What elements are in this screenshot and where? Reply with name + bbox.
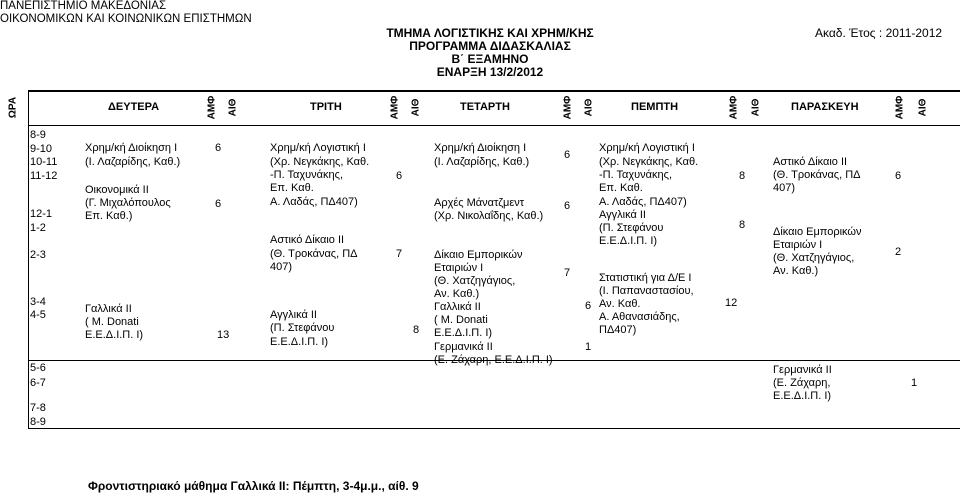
course-instructor: (Χρ. Νεγκάκης, Καθ. — [270, 156, 370, 168]
header-wed-aith: ΑΙΘ — [583, 98, 595, 117]
course-name: Χρημ/κή Λογιστική Ι — [599, 142, 695, 154]
course-instructor: (Ι. Λαζαρίδης, Καθ.) — [434, 156, 530, 168]
course-instructor: (Θ. Χατζηγάγιος, — [434, 275, 516, 287]
university-name: ΠΑΝΕΠΙΣΤΗΜΙΟ ΜΑΚΕΔΟΝΙΑΣ — [0, 0, 167, 12]
course-instructor: -Π. Ταχυνάκης, — [270, 169, 344, 181]
header-thu-aith: ΑΙΘ — [750, 98, 762, 117]
faculty-name: ΟΙΚΟΝΟΜΙΚΩΝ ΚΑΙ ΚΟΙΝΩΝΙΚΩΝ ΕΠΙΣΤΗΜΩΝ — [0, 13, 252, 25]
header-hour: ΩΡΑ — [7, 96, 19, 119]
course-name: Αρχές Μάνατζμεντ — [434, 197, 525, 209]
wed-room-1: 6 — [564, 149, 571, 161]
course-name: Δίκαιο Εμπορικών — [434, 249, 523, 261]
header-tue-aith: ΑΙΘ — [410, 98, 422, 117]
hour-label: 6-7 — [30, 377, 46, 389]
header-tue-amf: ΑΜΦ — [389, 95, 401, 120]
course-name: Χρημ/κή Διοίκηση Ι — [434, 142, 527, 154]
course-instructor: (Χρ. Νικολαΐδης, Καθ.) — [434, 210, 544, 222]
course-instructor: (Θ. Χατζηγάγιος, — [773, 252, 855, 264]
course-instructor: (Ι. Λαζαρίδης, Καθ.) — [85, 156, 181, 168]
hour-label: 12-1 — [30, 208, 53, 220]
thu-room-3: 12 — [725, 297, 738, 309]
course-instructor: -Π. Ταχυνάκης, — [599, 169, 673, 181]
course-name: Εταιριών Ι — [773, 239, 823, 251]
course-instructor: Ε.Ε.Δ.Ι.Π. Ι) — [270, 336, 329, 348]
tue-room-1: 6 — [396, 170, 403, 182]
hour-label: 5-6 — [30, 362, 46, 374]
course-instructor: Ε.Ε.Δ.Ι.Π. Ι) — [85, 329, 144, 341]
course-instructor: ( Μ. Donati — [434, 314, 488, 326]
course-instructor: Α. Αθανασιάδης, — [599, 311, 680, 323]
header-mon: ΔΕΥΤΕΡΑ — [108, 101, 160, 113]
course-instructor: Εταιριών Ι — [434, 262, 484, 274]
course-instructor: (Θ. Τροκάνας, ΠΔ — [773, 169, 861, 181]
header-mon-amf: ΑΜΦ — [206, 95, 218, 120]
course-instructor: (Π. Στεφάνου — [270, 322, 335, 334]
course-instructor: (Π. Στεφάνου — [599, 222, 664, 234]
tue-room-2: 7 — [396, 248, 403, 260]
course-name: Γερμανικά ΙΙ — [773, 364, 832, 376]
mon-room-2: 6 — [215, 198, 222, 210]
course-instructor: Επ. Καθ.) — [85, 210, 133, 222]
course-name: Δίκαιο Εμπορικών — [773, 226, 862, 238]
course-name: Αγγλικά ΙΙ — [270, 309, 317, 321]
hour-label: 8-9 — [30, 129, 46, 141]
course-instructor: (Ι. Παπαναστασίου, — [599, 285, 694, 297]
course-instructor: Α. Λαδάς, ΠΔ407) — [599, 196, 687, 208]
course-instructor: ΠΔ407) — [599, 324, 637, 336]
course-name: Οικονομικά ΙΙ — [85, 184, 149, 196]
course-name: Στατιστική για Δ/Ε Ι — [599, 272, 692, 284]
course-instructor: Ε.Ε.Δ.Ι.Π. Ι) — [434, 327, 493, 339]
tue-room-3: 8 — [413, 324, 420, 336]
fri-room-3: 1 — [911, 377, 918, 389]
course-instructor: (Χρ. Νεγκάκης, Καθ. — [599, 156, 699, 168]
hour-label: 8-9 — [30, 416, 46, 428]
wed-room-5: 1 — [585, 341, 592, 353]
semester-title: Β΄ ΕΞΑΜΗΝΟ — [451, 52, 529, 66]
course-name: Γερμανικά ΙΙ — [434, 341, 493, 353]
header-tue: ΤΡΙΤΗ — [310, 101, 342, 113]
course-name: Χρημ/κή Λογιστική Ι — [270, 142, 366, 154]
course-instructor: Επ. Καθ. — [599, 182, 643, 194]
course-instructor: (Ε. Ζάχαρη, Ε.Ε.Δ.Ι.Π. Ι) — [434, 354, 553, 366]
course-instructor: Επ. Καθ. — [270, 182, 314, 194]
course-instructor: Ε.Ε.Δ.Ι.Π. Ι) — [599, 235, 658, 247]
header-fri-aith: ΑΙΘ — [917, 98, 929, 117]
header-thu: ΠΕΜΠΤΗ — [631, 101, 679, 113]
course-instructor: ( Μ. Donati — [85, 316, 139, 328]
course-instructor: (Γ. Μιχαλόπουλος — [85, 197, 171, 209]
wed-room-2: 6 — [564, 200, 571, 212]
thu-room-2: 8 — [739, 219, 746, 231]
wed-room-3: 7 — [564, 267, 571, 279]
header-mon-aith: ΑΙΘ — [227, 98, 239, 117]
academic-year: Ακαδ. Έτος : 2011-2012 — [815, 26, 943, 40]
header-fri: ΠΑΡΑΣΚΕΥΗ — [791, 101, 859, 113]
course-instructor: Ε.Ε.Δ.Ι.Π. Ι) — [773, 390, 832, 402]
course-instructor: (Θ. Τροκάνας, ΠΔ — [270, 248, 358, 260]
hour-label: 4-5 — [30, 309, 46, 321]
header-wed-amf: ΑΜΦ — [562, 95, 574, 120]
header-thu-amf: ΑΜΦ — [728, 95, 740, 120]
hour-label: 10-11 — [30, 156, 58, 168]
fri-room-2: 2 — [895, 246, 902, 258]
hour-label: 11-12 — [30, 170, 58, 182]
header-fri-amf: ΑΜΦ — [894, 95, 906, 120]
mon-room-3: 13 — [217, 329, 230, 341]
dept-title: ΤΜΗΜΑ ΛΟΓΙΣΤΙΚΗΣ ΚΑΙ ΧΡΗΜ/ΚΗΣ — [386, 26, 594, 40]
course-instructor: Αν. Καθ.) — [773, 265, 819, 277]
thu-room-1: 8 — [739, 170, 746, 182]
header-wed: ΤΕΤΑΡΤΗ — [460, 101, 510, 113]
course-instructor: (Ε. Ζάχαρη, — [773, 377, 831, 389]
course-name: Γαλλικά ΙΙ — [434, 301, 481, 313]
course-name: Αγγλικά ΙΙ — [599, 209, 646, 221]
course-name: Γαλλικά ΙΙ — [85, 303, 132, 315]
footer-note: Φροντιστηριακό μάθημα Γαλλικά ΙΙ: Πέμπτη, 3-4μ.μ., αίθ. 9 — [88, 479, 419, 493]
course-instructor: Α. Λαδάς, ΠΔ407) — [270, 196, 358, 208]
program-title: ΠΡΟΓΡΑΜΜΑ ΔΙΔΑΣΚΑΛΙΑΣ — [409, 39, 571, 53]
wed-room-4: 6 — [585, 300, 592, 312]
hour-label: 7-8 — [30, 402, 46, 414]
hour-label: 3-4 — [30, 296, 46, 308]
hour-label: 2-3 — [30, 249, 46, 261]
course-instructor: Αν. Καθ. — [599, 298, 641, 310]
course-name: Αστικό Δίκαιο ΙΙ — [270, 234, 345, 246]
hour-label: 1-2 — [30, 222, 46, 234]
course-instructor: Αν. Καθ.) — [434, 288, 480, 300]
course-instructor: 407) — [270, 261, 293, 273]
course-instructor: 407) — [773, 182, 796, 194]
course-name: Αστικό Δίκαιο ΙΙ — [773, 156, 848, 168]
mon-room-1: 6 — [215, 142, 222, 154]
start-date: ΕΝΑΡΞΗ 13/2/2012 — [436, 65, 544, 79]
course-name: Χρημ/κή Διοίκηση Ι — [85, 142, 178, 154]
fri-room-1: 6 — [895, 170, 902, 182]
hour-label: 9-10 — [30, 143, 53, 155]
